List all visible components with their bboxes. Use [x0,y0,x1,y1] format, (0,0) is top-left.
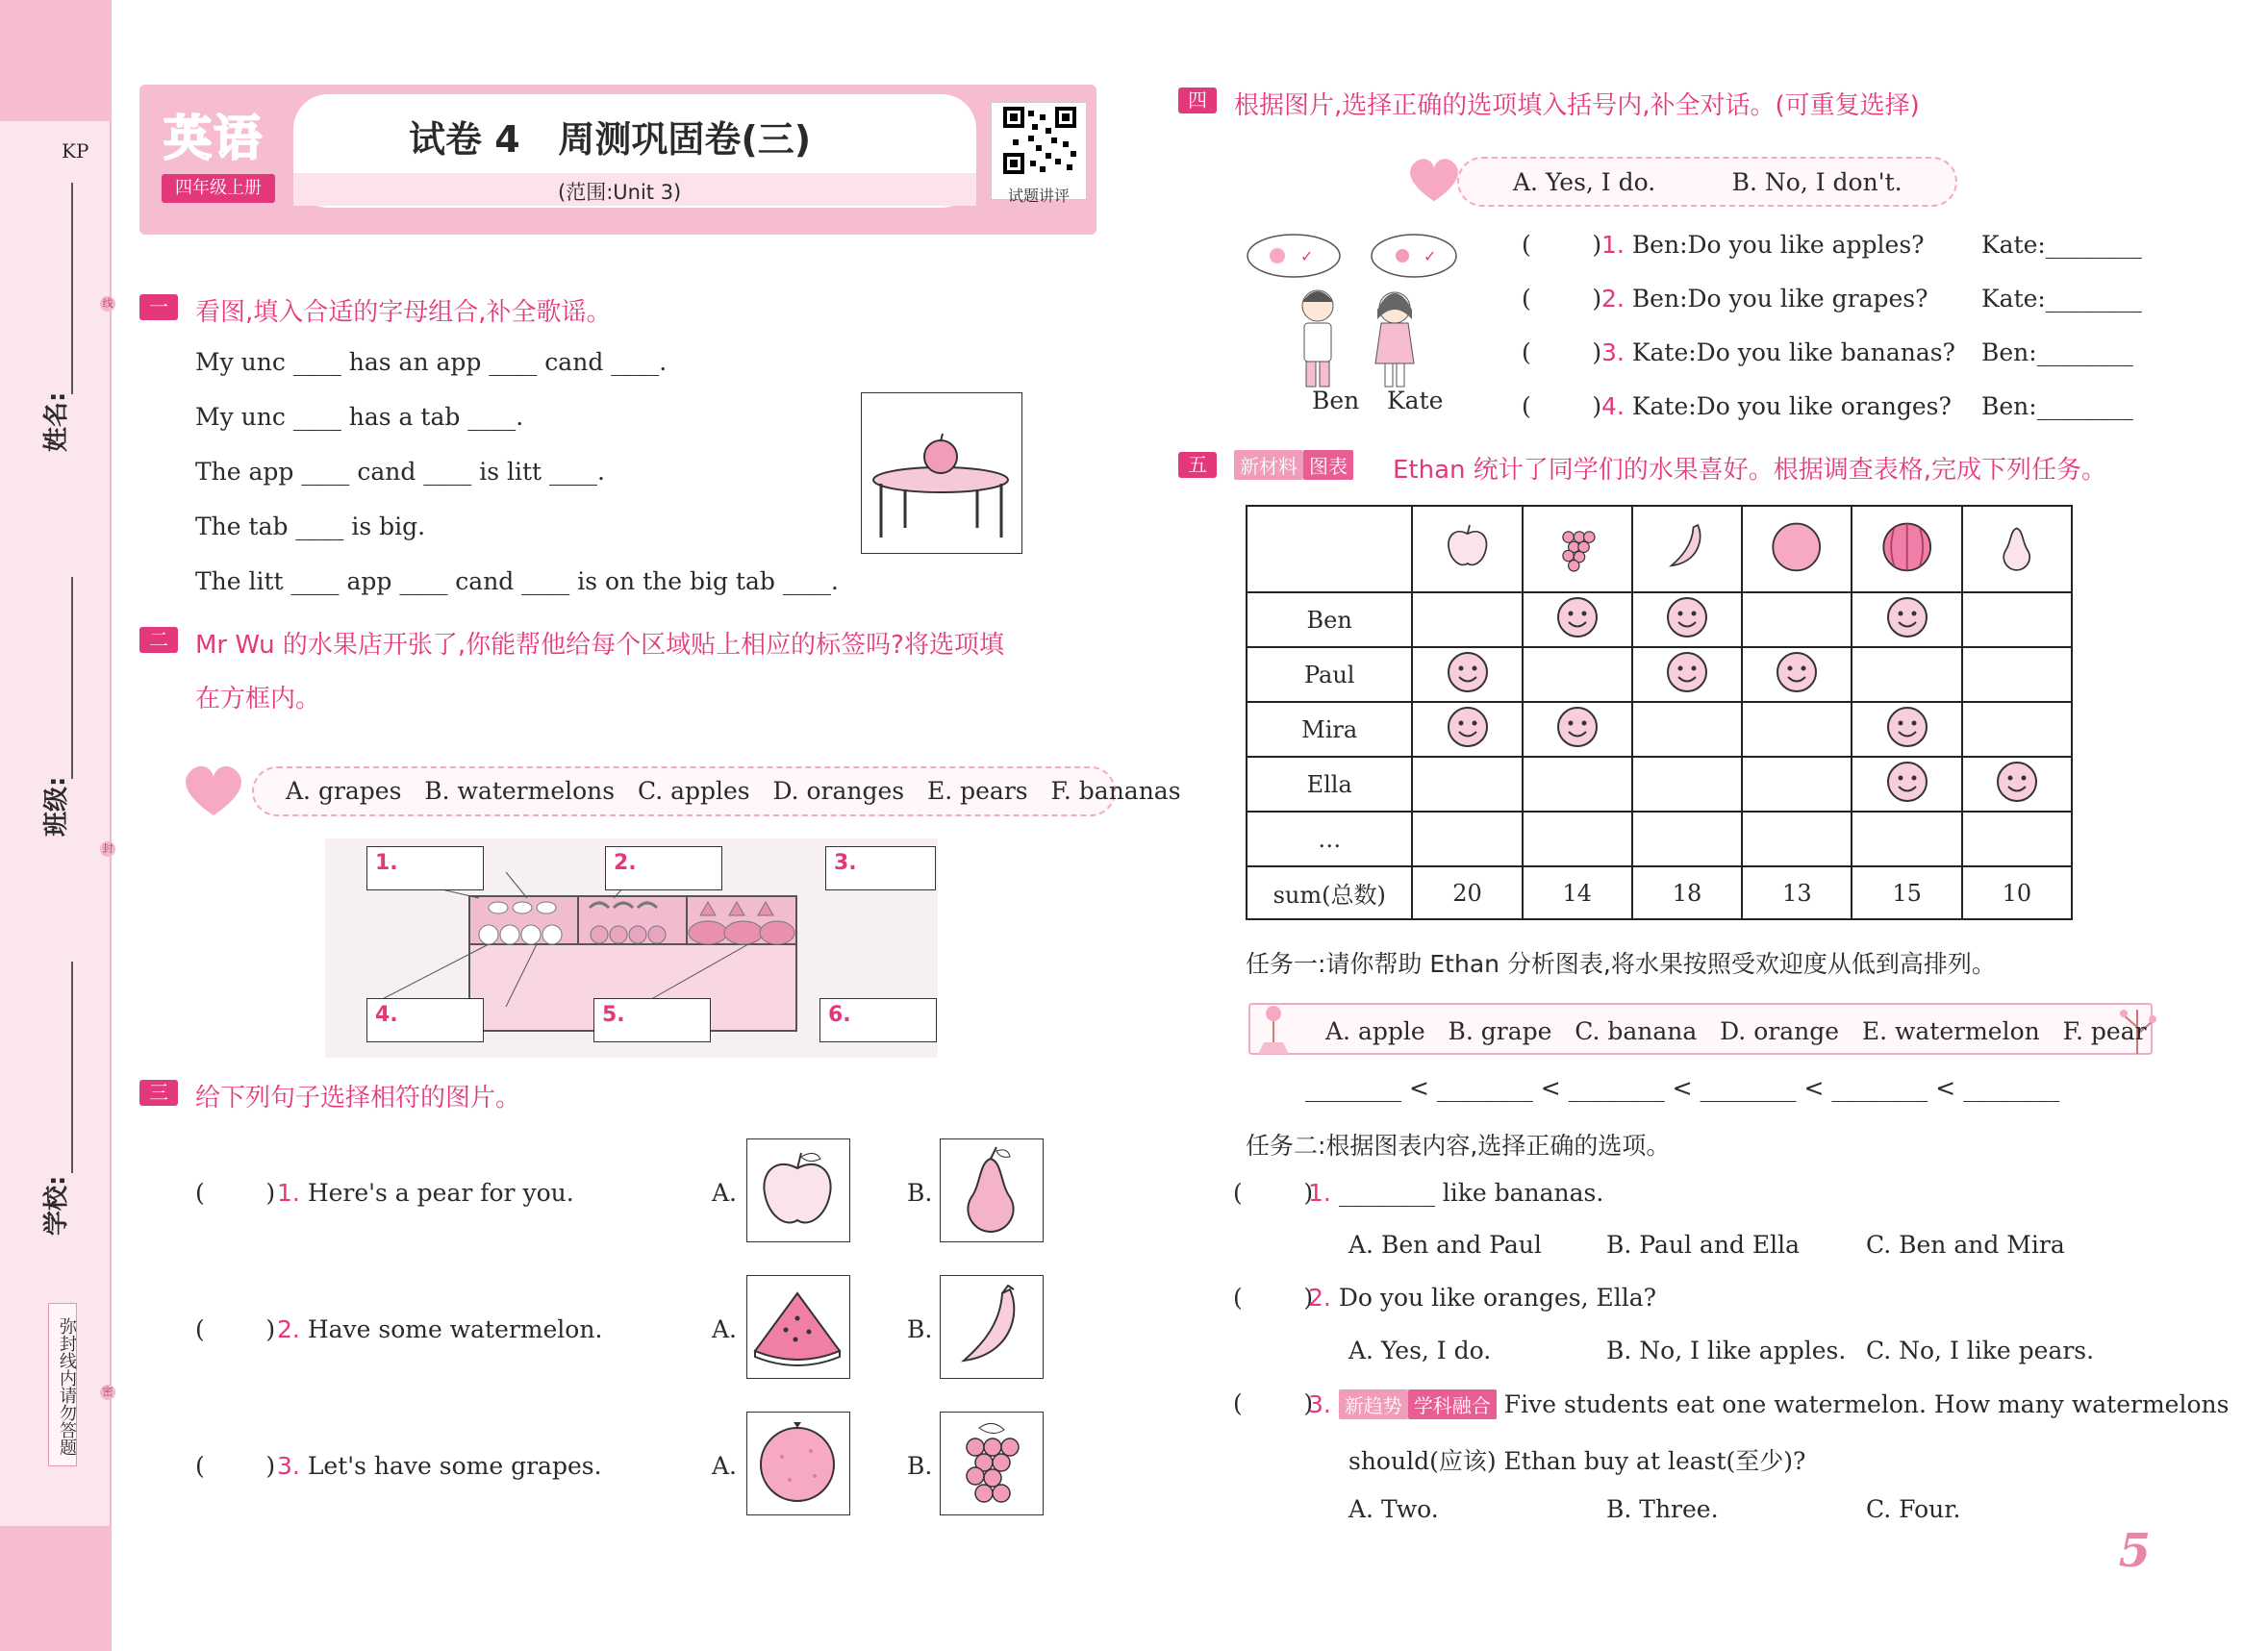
page-number: 5 [2118,1524,2151,1578]
qr-code[interactable] [991,102,1087,205]
smiley-face-icon [1446,650,1490,694]
table-row [1247,592,2072,647]
stall-label-box[interactable]: 5. [593,998,711,1042]
class-write-line[interactable] [71,577,73,779]
sum-label: sum(总数) [1247,866,1412,919]
grapes-icon[interactable] [940,1412,1044,1515]
survey-cell [1742,702,1852,757]
survey-cell [1412,702,1522,757]
class-label: 班级: [42,776,71,837]
seal-mark: 密 [100,1385,115,1400]
question-number: 1. [1601,231,1625,259]
answer-paren[interactable]: ( ) [1233,1284,1314,1312]
dialogue-answer[interactable]: Kate:________ [1981,285,2142,313]
rhyme-line[interactable]: The litt ____ app ____ cand ____ is on the big tab ____. [195,567,839,595]
section-title-cont: 在方框内。 [195,685,321,713]
fruit-header-cell [1412,506,1522,592]
survey-cell [1632,812,1742,866]
option-a-label: A. [712,1452,738,1480]
student-name-cell: Paul [1247,647,1412,702]
survey-cell [1962,757,2072,812]
table-row [1247,702,2072,757]
pear-icon[interactable] [940,1138,1044,1242]
grade-badge: 四年级上册 [162,174,275,203]
survey-cell [1962,647,2072,702]
survey-cell [1742,592,1852,647]
question-text: Five students eat one watermelon. How many watermelons [1503,1390,2230,1418]
school-write-line[interactable] [71,962,73,1173]
option-b-label: B. [907,1179,933,1207]
survey-cell [1523,757,1632,812]
choice-a[interactable]: A. Ben and Paul [1348,1231,1542,1259]
fruit-header-cell [1742,506,1852,592]
section-badge: 三 [139,1080,178,1106]
option-a-label: A. [712,1315,738,1343]
question-number: 3. [1308,1390,1331,1418]
survey-cell [1523,592,1632,647]
survey-cell [1412,757,1522,812]
question-text[interactable]: ________ like bananas. [1338,1179,1604,1207]
table-header-row [1247,506,2072,592]
svg-text:✓: ✓ [1424,247,1437,265]
sum-cell: 13 [1742,866,1852,919]
character-name: Ben [1312,387,1360,414]
character-name: Kate [1387,387,1444,414]
rhyme-line[interactable]: The tab ____ is big. [195,513,426,540]
table-corner-cell [1247,506,1412,592]
dialogue-question: Kate:Do you like bananas? [1631,338,1955,366]
question-text: Have some watermelon. [307,1315,603,1343]
stall-label-box[interactable]: 2. [605,846,722,890]
smiley-face-icon [1885,705,1929,749]
survey-cell [1852,757,1961,812]
answer-paren[interactable]: ( ) [1522,285,1602,313]
choice-a[interactable]: A. Yes, I do. [1348,1337,1492,1364]
answer-paren[interactable]: ( ) [1233,1389,1314,1417]
answer-paren[interactable]: ( ) [1522,231,1602,259]
sum-cell: 15 [1852,866,1961,919]
fruit-survey-table [1246,505,2073,920]
heart-icon [1404,152,1464,206]
survey-cell [1852,812,1961,866]
section-title: Mr Wu 的水果店开张了,你能帮他给每个区域贴上相应的标签吗?将选项填 [195,631,1004,660]
smiley-face-icon [1555,705,1600,749]
section-title: 看图,填入合适的字母组合,补全歌谣。 [195,298,612,327]
name-write-line[interactable] [71,183,73,394]
question-number: 2. [1308,1284,1331,1312]
sum-cell: 10 [1962,866,2072,919]
answer-paren[interactable]: ( ) [195,1452,276,1480]
student-name-cell: … [1247,812,1412,866]
section-badge: 五 [1178,452,1217,478]
stall-label-box[interactable]: 1. [366,846,484,890]
fruit-header-cell [1962,506,2072,592]
rhyme-line[interactable]: My unc ____ has a tab ____. [195,403,524,431]
answer-paren[interactable]: ( ) [1522,338,1602,366]
survey-cell [1632,757,1742,812]
option-b-label: B. [907,1315,933,1343]
banana-icon [1658,517,1716,575]
sum-cell: 18 [1632,866,1742,919]
rhyme-line[interactable]: The app ____ cand ____ is litt ____. [195,458,605,486]
tag-new-trend: 新趋势 [1339,1389,1408,1419]
sidebar-bottom-band [0,1526,112,1651]
grapes-icon [1549,517,1606,575]
section-title: 给下列句子选择相符的图片。 [195,1084,521,1113]
subject-title: 英语 [164,111,264,166]
answer-paren[interactable]: ( ) [195,1315,276,1343]
dialogue-question: Ben:Do you like apples? [1631,231,1925,259]
orange-icon[interactable] [746,1412,850,1515]
heart-icon [179,760,248,819]
sum-cell: 20 [1412,866,1522,919]
question-number: 2. [1601,285,1625,313]
choice-c[interactable]: C. Ben and Mira [1866,1231,2065,1259]
watermelon-icon[interactable] [746,1275,850,1379]
option-b-label: B. [907,1452,933,1480]
smiley-face-icon [1665,650,1709,694]
survey-cell [1742,757,1852,812]
smiley-face-icon [1665,595,1709,639]
question-number: 3. [277,1452,300,1480]
tag-chart: 图表 [1303,450,1353,480]
choice-b[interactable]: B. No, I like apples. [1606,1337,1847,1364]
survey-cell [1742,812,1852,866]
question-text: Here's a pear for you. [307,1179,574,1207]
dialogue-question: Ben:Do you like grapes? [1631,285,1928,313]
sum-row [1247,866,2072,919]
paper-code: KP [62,139,89,163]
survey-cell [1742,647,1852,702]
survey-cell [1412,647,1522,702]
dialogue-answer[interactable]: Kate:________ [1981,231,2142,259]
dialogue-answer[interactable]: Ben:________ [1981,392,2133,420]
watermelon-icon [1877,515,1938,577]
smiley-face-icon [1885,595,1929,639]
survey-cell [1523,702,1632,757]
survey-cell [1852,702,1961,757]
question-number: 2. [277,1315,300,1343]
survey-cell [1632,592,1742,647]
survey-cell [1632,647,1742,702]
school-label: 学校: [42,1175,71,1236]
question-text-cont: should(应该) Ethan buy at least(至少)? [1348,1447,1806,1475]
section-badge: 四 [1178,88,1217,113]
survey-cell [1852,647,1961,702]
student-name-cell: Ella [1247,757,1412,812]
answer-paren[interactable]: ( ) [195,1179,276,1207]
option-a-label: A. [712,1179,738,1207]
apple-icon [1439,517,1497,575]
answer-paren[interactable]: ( ) [1522,392,1602,420]
survey-cell [1962,702,2072,757]
dialogue-answer[interactable]: Ben:________ [1981,338,2133,366]
fruit-header-cell [1523,506,1632,592]
section-badge: 一 [139,294,178,320]
smiley-face-icon [1775,650,1819,694]
table-row [1247,647,2072,702]
question-text: Let's have some grapes. [307,1452,602,1480]
table-row [1247,812,2072,866]
paper-title: 试卷 4 周测巩固卷(三) [409,118,812,161]
choice-a[interactable]: A. Two. [1348,1495,1439,1523]
choice-c[interactable]: C. Four. [1866,1495,1961,1523]
section-title: 根据图片,选择正确的选项填入括号内,补全对话。(可重复选择) [1234,91,1920,120]
choice-b[interactable]: B. Paul and Ella [1606,1231,1801,1259]
choice-b[interactable]: B. Three. [1606,1495,1719,1523]
fruit-header-cell [1632,506,1742,592]
smiley-face-icon [1885,760,1929,804]
sum-cell: 14 [1523,866,1632,919]
fruit-header-cell [1852,506,1961,592]
sidebar-top-band [0,0,112,121]
seal-mark: 封 [100,841,115,857]
survey-cell [1523,812,1632,866]
survey-cell [1412,812,1522,866]
question-text: Do you like oranges, Ella? [1338,1284,1657,1312]
seal-mark: 线 [100,296,115,312]
options-text: A. Yes, I do. B. No, I don't. [1513,168,1903,196]
stall-label-box[interactable]: 3. [825,846,936,890]
rhyme-line[interactable]: My unc ____ has an app ____ cand ____. [195,348,668,376]
name-label: 姓名: [42,391,71,452]
survey-cell [1852,592,1961,647]
seal-note: 弥封线内请勿答题 [48,1303,77,1466]
stall-label-box[interactable]: 4. [366,998,484,1042]
survey-cell [1523,647,1632,702]
svg-text:✓: ✓ [1300,247,1314,265]
smiley-face-icon [1555,595,1600,639]
dialogue-question: Kate:Do you like oranges? [1631,392,1952,420]
smiley-face-icon [1995,760,2039,804]
choice-c[interactable]: C. No, I like pears. [1866,1337,2095,1364]
options-text: A. grapes B. watermelons C. apples D. oranges E. pears F. bananas [286,777,1181,805]
task1-instruction: 任务一:请你帮助 Ethan 分析图表,将水果按照受欢迎度从低到高排列。 [1246,950,1996,978]
question-number: 1. [1308,1179,1331,1207]
section-title: Ethan 统计了同学们的水果喜好。根据调查表格,完成下列任务。 [1393,456,2107,485]
task1-options: A. apple B. grape C. banana D. orange E. watermelon F. pear [1325,1017,2147,1045]
student-name-cell: Mira [1247,702,1412,757]
qr-caption: 试题讲评 [1007,187,1070,205]
ranking-blanks[interactable]: ________ < ________ < ________ < ________ < ________ < ________ [1305,1074,2060,1102]
banana-icon[interactable] [940,1275,1044,1379]
flower-icon [1252,1000,1295,1056]
pear-icon [1988,517,2046,575]
smiley-face-icon [1446,705,1490,749]
survey-cell [1632,702,1742,757]
survey-cell [1412,592,1522,647]
range-text: (范围:Unit 3) [558,181,682,204]
section-badge: 二 [139,627,178,653]
question-number: 1. [277,1179,300,1207]
table-row [1247,757,2072,812]
stall-label-box[interactable]: 6. [819,998,937,1042]
apple-on-table-picture [861,392,1022,554]
tag-cross-subject: 学科融合 [1408,1389,1497,1419]
orange-icon [1766,515,1827,577]
student-name-cell: Ben [1247,592,1412,647]
survey-cell [1962,812,2072,866]
task2-instruction: 任务二:根据图表内容,选择正确的选项。 [1246,1132,1671,1160]
question-number: 3. [1601,338,1625,366]
answer-paren[interactable]: ( ) [1233,1179,1314,1207]
question-number: 4. [1601,392,1625,420]
apple-icon[interactable] [746,1138,850,1242]
tag-new-material: 新材料 [1234,450,1303,480]
survey-cell [1962,592,2072,647]
